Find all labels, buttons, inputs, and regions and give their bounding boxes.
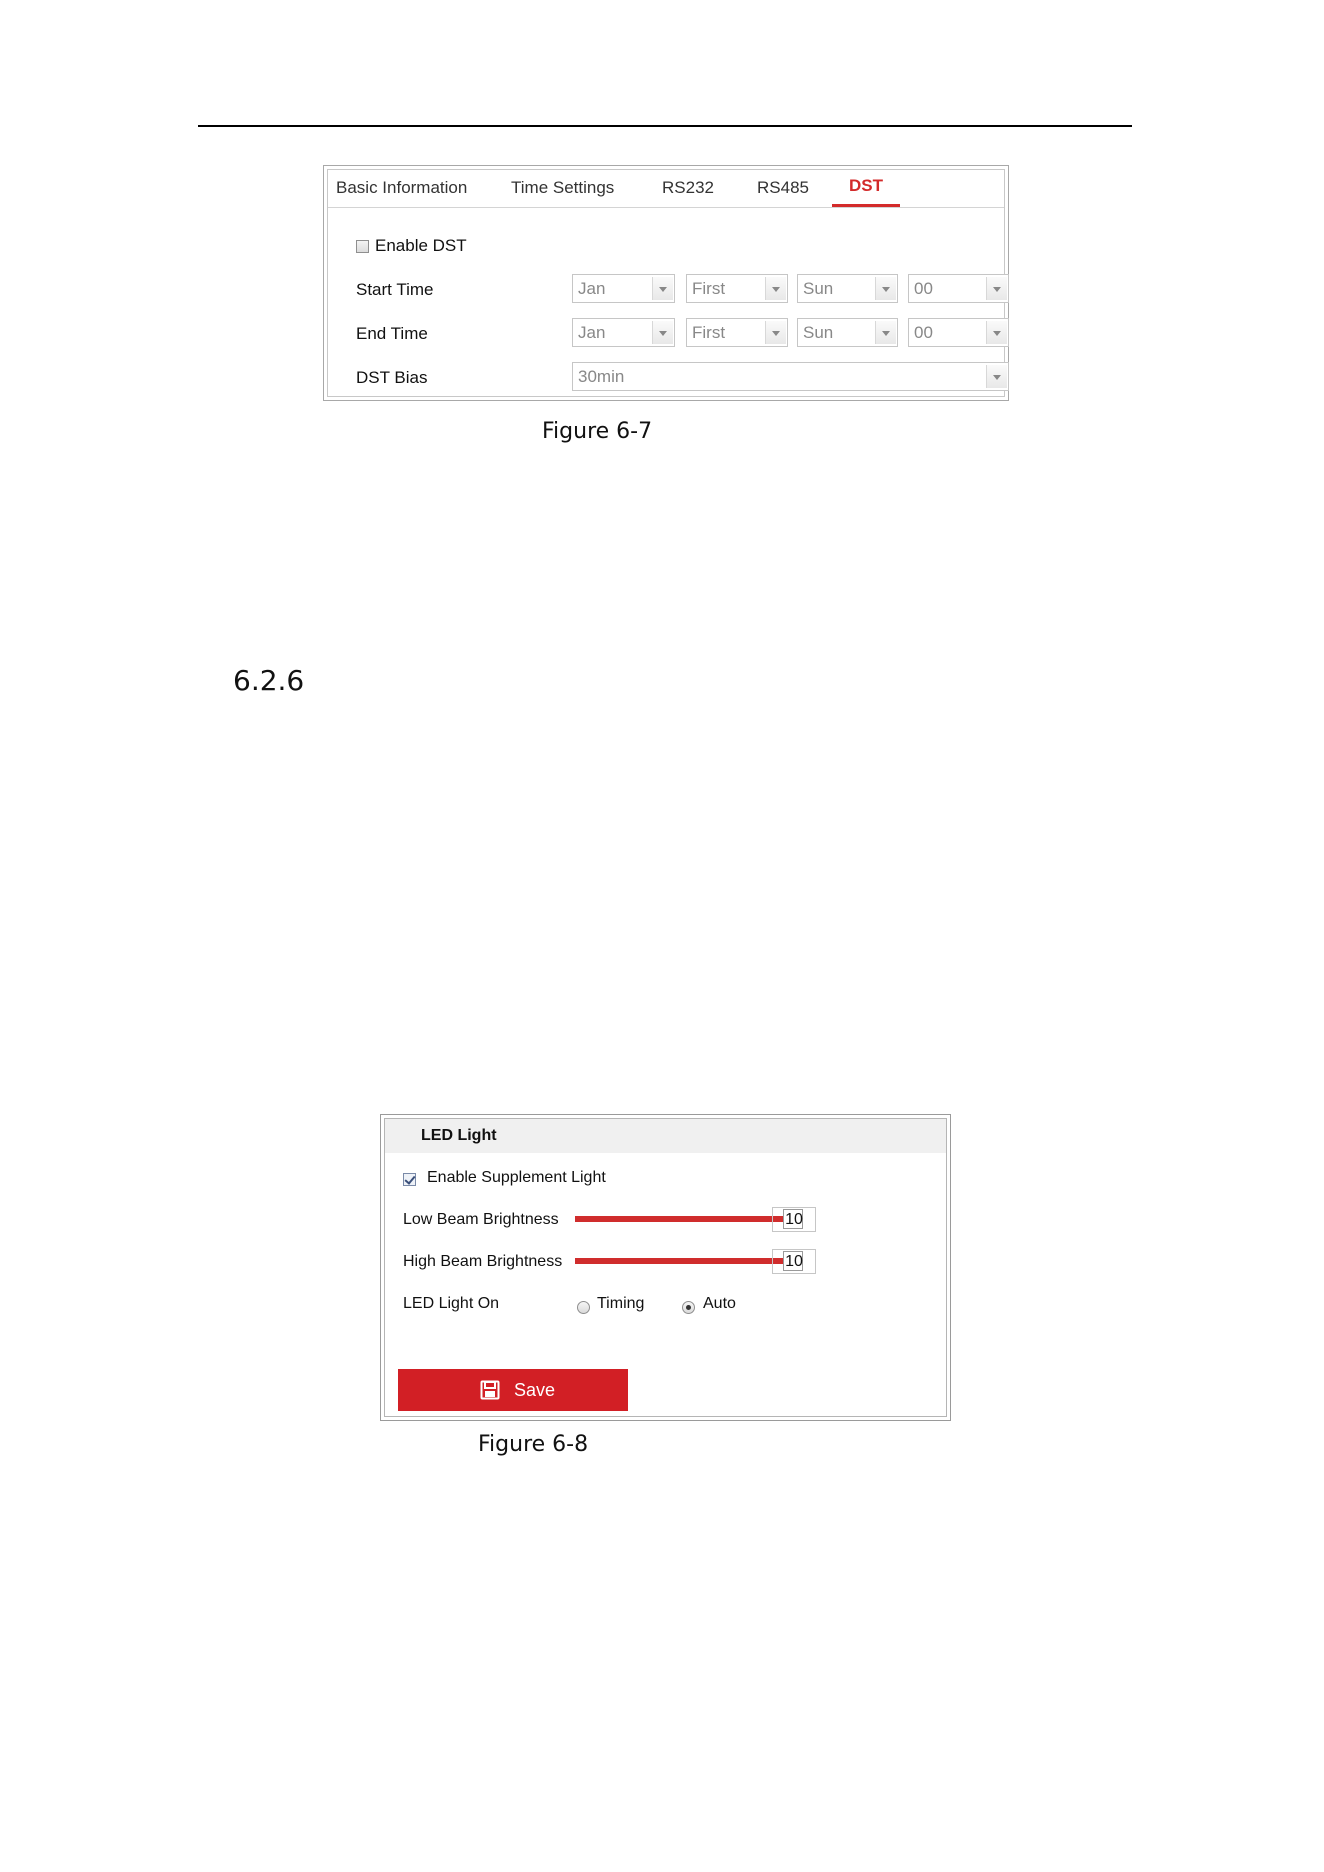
low-beam-value[interactable]: 10	[772, 1207, 816, 1232]
end-time-label: End Time	[356, 324, 428, 343]
tab-bar	[328, 170, 1004, 208]
high-beam-value[interactable]: 10	[772, 1249, 816, 1274]
auto-radio[interactable]	[682, 1301, 695, 1314]
dst-bias-select[interactable]	[572, 362, 1009, 391]
end-month-select[interactable]	[572, 318, 675, 347]
save-button-label: Save	[514, 1380, 556, 1400]
end-week-select[interactable]	[686, 318, 788, 347]
end-month-value: Jan	[578, 323, 606, 342]
enable-dst-checkbox[interactable]	[356, 240, 369, 253]
chevron-down-icon	[875, 277, 896, 300]
chevron-down-icon	[986, 365, 1007, 388]
floppy-disk-icon	[480, 1380, 500, 1400]
tab-basic-information[interactable]: Basic Information	[336, 178, 468, 197]
section-title: LED Light	[421, 1127, 497, 1144]
enable-supplement-light-label: Enable Supplement Light	[427, 1169, 606, 1186]
tab-rs232[interactable]: RS232	[662, 178, 714, 197]
start-month-value: Jan	[578, 279, 606, 298]
timing-radio[interactable]	[577, 1301, 590, 1314]
start-day-select[interactable]	[797, 274, 898, 303]
low-beam-slider-track[interactable]	[575, 1216, 785, 1222]
enable-supplement-light-checkbox[interactable]	[403, 1173, 416, 1186]
chevron-down-icon	[875, 321, 896, 344]
end-day-select[interactable]	[797, 318, 898, 347]
high-beam-slider-track[interactable]	[575, 1258, 785, 1264]
end-hour-select[interactable]	[908, 318, 1009, 347]
start-week-select[interactable]	[686, 274, 788, 303]
low-beam-label: Low Beam Brightness	[403, 1211, 559, 1228]
figure-caption-6-8: Figure 6-8	[478, 1432, 589, 1457]
dst-bias-value: 30min	[578, 367, 625, 386]
dst-bias-label: DST Bias	[356, 368, 428, 387]
tab-rs485[interactable]: RS485	[757, 178, 809, 197]
chevron-down-icon	[986, 321, 1007, 344]
start-hour-select[interactable]	[908, 274, 1009, 303]
chevron-down-icon	[765, 321, 786, 344]
section-header	[385, 1119, 946, 1153]
timing-label: Timing	[597, 1295, 645, 1312]
start-hour-value: 00	[914, 279, 933, 298]
dst-panel-inner	[327, 169, 1005, 397]
end-week-value: First	[692, 323, 726, 342]
start-time-label: Start Time	[356, 280, 434, 299]
chevron-down-icon	[652, 321, 673, 344]
chevron-down-icon	[986, 277, 1007, 300]
chevron-down-icon	[652, 277, 673, 300]
active-tab-indicator	[832, 204, 900, 207]
save-button[interactable]	[398, 1369, 628, 1411]
start-month-select[interactable]	[572, 274, 675, 303]
figure-caption-6-7: Figure 6-7	[542, 419, 653, 444]
dst-settings-panel	[323, 165, 1009, 401]
tab-time-settings[interactable]: Time Settings	[511, 178, 615, 197]
high-beam-label: High Beam Brightness	[403, 1253, 563, 1270]
section-number: 6.2.6	[233, 664, 305, 697]
tab-dst[interactable]: DST	[849, 176, 883, 195]
header-rule	[198, 125, 1132, 127]
led-light-on-label: LED Light On	[403, 1295, 500, 1312]
start-week-value: First	[692, 279, 726, 298]
end-day-value: Sun	[803, 323, 834, 342]
chevron-down-icon	[765, 277, 786, 300]
auto-label: Auto	[703, 1295, 736, 1312]
enable-dst-label: Enable DST	[375, 236, 467, 255]
end-hour-value: 00	[914, 323, 933, 342]
start-day-value: Sun	[803, 279, 834, 298]
